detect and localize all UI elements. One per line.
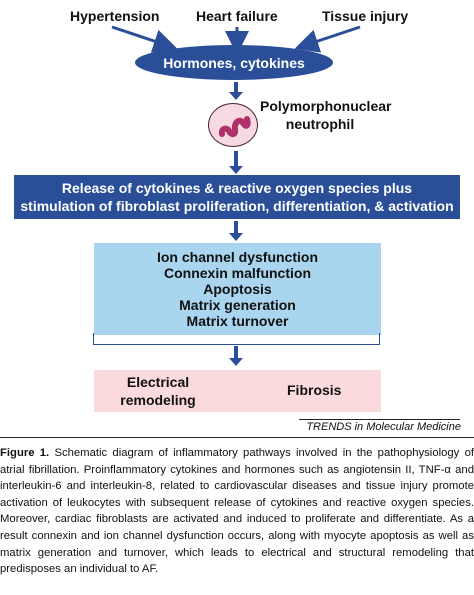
outcome-fibrosis: Fibrosis <box>287 382 342 398</box>
effect-matrix-generation: Matrix generation <box>179 297 296 313</box>
trigger-tissue-injury: Tissue injury <box>322 8 409 24</box>
neutrophil-label-line2: neutrophil <box>285 116 355 132</box>
neutrophil-label <box>260 97 392 133</box>
release-line-1: Release of cytokines & reactive oxygen species plus <box>61 180 413 196</box>
trigger-hypertension: Hypertension <box>70 8 160 24</box>
outcomes-box <box>94 370 381 412</box>
source-label: TRENDS in Molecular Medicine <box>306 421 461 433</box>
arrow-tissue-injury <box>306 27 360 45</box>
effect-connexin: Connexin malfunction <box>164 265 311 281</box>
ellipse-label: Hormones, cytokines <box>163 54 305 71</box>
effect-matrix-turnover: Matrix turnover <box>186 313 289 329</box>
caption-rule <box>0 437 474 438</box>
release-band <box>14 175 460 219</box>
outcome-electrical-remodeling: Electrical remodeling <box>120 374 196 408</box>
neutrophil-label-line1: Polymorphonuclear <box>260 98 392 114</box>
trigger-heart-failure: Heart failure <box>196 8 278 24</box>
effects-bracket <box>93 333 380 345</box>
caption-text: Schematic diagram of inflammatory pathways involved in the pathophysiology of atrial fibrillation. Proinflammatory cytokines and hormones such as angiotensin II, TNF-α and interleukin-6 and interleukin-8, related to cardiovascular diseases and tissue injury promote activation of leukocytes with subsequent release of cytokines and reactive oxygen species. Moreover, cardiac fibroblasts are activated and induced to proliferate and differentiate. As a result connexin and ion channel dysfunction occurs, along with myocyte apoptosis as well as matrix generation and turnover, which leads to electrical and structural remodeling that predisposes an individual to AF. <box>0 447 474 576</box>
arrow-hypertension <box>112 27 166 45</box>
caption-figure-label: Figure 1. <box>0 447 50 459</box>
hormones-cytokines-ellipse <box>135 45 333 80</box>
release-line-2: stimulation of fibroblast proliferation, differentiation, & activation <box>20 198 454 214</box>
effect-ion-channel: Ion channel dysfunction <box>156 249 318 265</box>
effect-apoptosis: Apoptosis <box>203 281 272 297</box>
neutrophil-cell-icon <box>208 103 258 147</box>
figure-caption <box>0 445 474 578</box>
source-rule <box>299 419 460 420</box>
effects-box <box>94 243 381 335</box>
